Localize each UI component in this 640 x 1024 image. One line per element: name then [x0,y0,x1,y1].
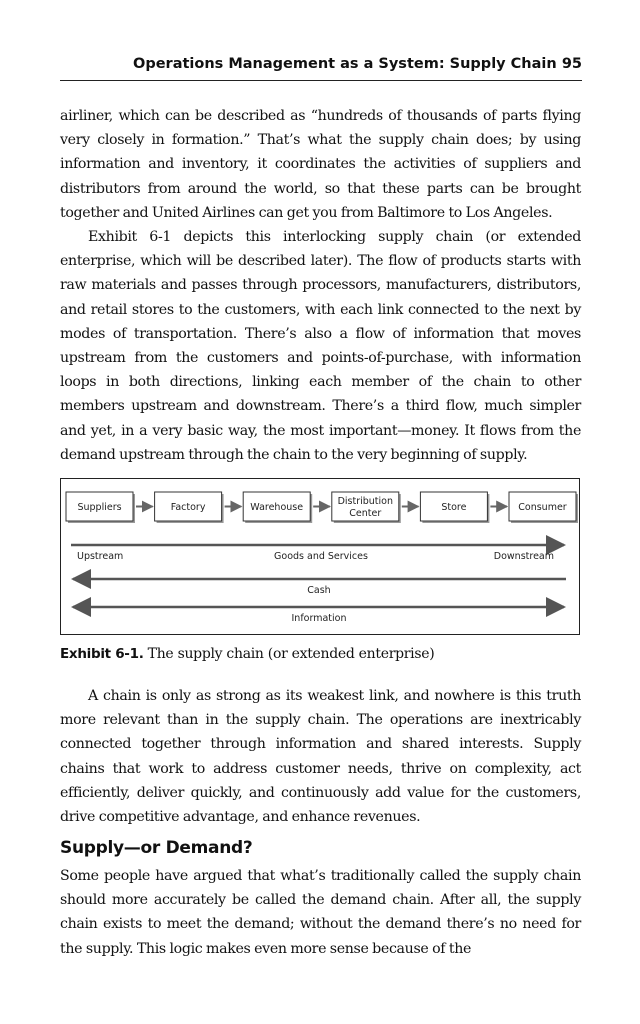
paragraph-1: airliner, which can be described as “hundreds of thousands of parts flying very closely in formation.” That’s what the supply chain does; by using information and inventory, it coordinates the activities of suppliers and distributors from around the world, so that these parts can be brought together and United Airlines can get you from Baltimore to Los Angeles. [60,108,581,221]
supply-chain-diagram [61,479,581,636]
caption-label: Exhibit 6-1. [60,646,144,662]
upstream-label: Upstream [77,551,124,562]
stage-box [332,492,401,523]
cash-label: Cash [307,585,331,596]
stage-box [243,492,312,523]
downstream-label: Downstream [493,551,554,562]
paragraph-2: Exhibit 6-1 depicts this interlocking supply chain (or extended enterprise, which will be described later). The flow of products starts with raw materials and passes through processors, manufacturers, distributors, and retail stores to the customers, with each link connected to the next by modes of transportation. There’s also a flow of information that moves upstream from the customers and points-of-purchase, with information loops in both directions, linking each member of the chain to other members upstream and downstream. There’s a third flow, much simpler and yet, in a very basic way, the most important—money. It flows from the demand upstream through the chain to the very beginning of supply. [60,229,581,463]
information-label: Information [291,613,347,624]
page-number: 95 [561,56,582,72]
stage-label: Store [441,502,467,513]
stage-label: Center [349,508,382,519]
stage-label: Factory [170,502,206,513]
section-heading: Supply—or Demand? [60,838,253,858]
stage-box [420,492,489,523]
running-head: Operations Management as a System: Supply Chain [133,56,557,72]
exhibit-figure [60,478,580,635]
stage-label: Warehouse [250,502,304,513]
paragraph-3: A chain is only as strong as its weakest link, and nowhere is this truth more relevant than in the supply chain. The operations are inextricably connected together through information and shared interests. Supply chains that work to address customer needs, thrive on complexity, act efficiently, deliver quickly, and continuously add value for the customers, drive competitive advantage, and enhance revenues. [60,688,581,826]
stage-label: Distribution [337,496,394,507]
stage-box [509,492,578,523]
exhibit-caption [60,646,434,662]
stage-box [155,492,224,523]
stage-label: Consumer [518,502,567,513]
stage-box [66,492,135,523]
stage-label: Suppliers [77,502,122,513]
caption-text: The supply chain (or extended enterprise) [143,646,435,662]
page-header [60,56,582,81]
goods-label: Goods and Services [274,551,368,562]
paragraph-4: Some people have argued that what’s traditionally called the supply chain should more accurately be called the demand chain. After all, the supply chain exists to meet the demand; without the demand there’s no need for the supply. This logic makes even more sense because of the [60,868,581,957]
